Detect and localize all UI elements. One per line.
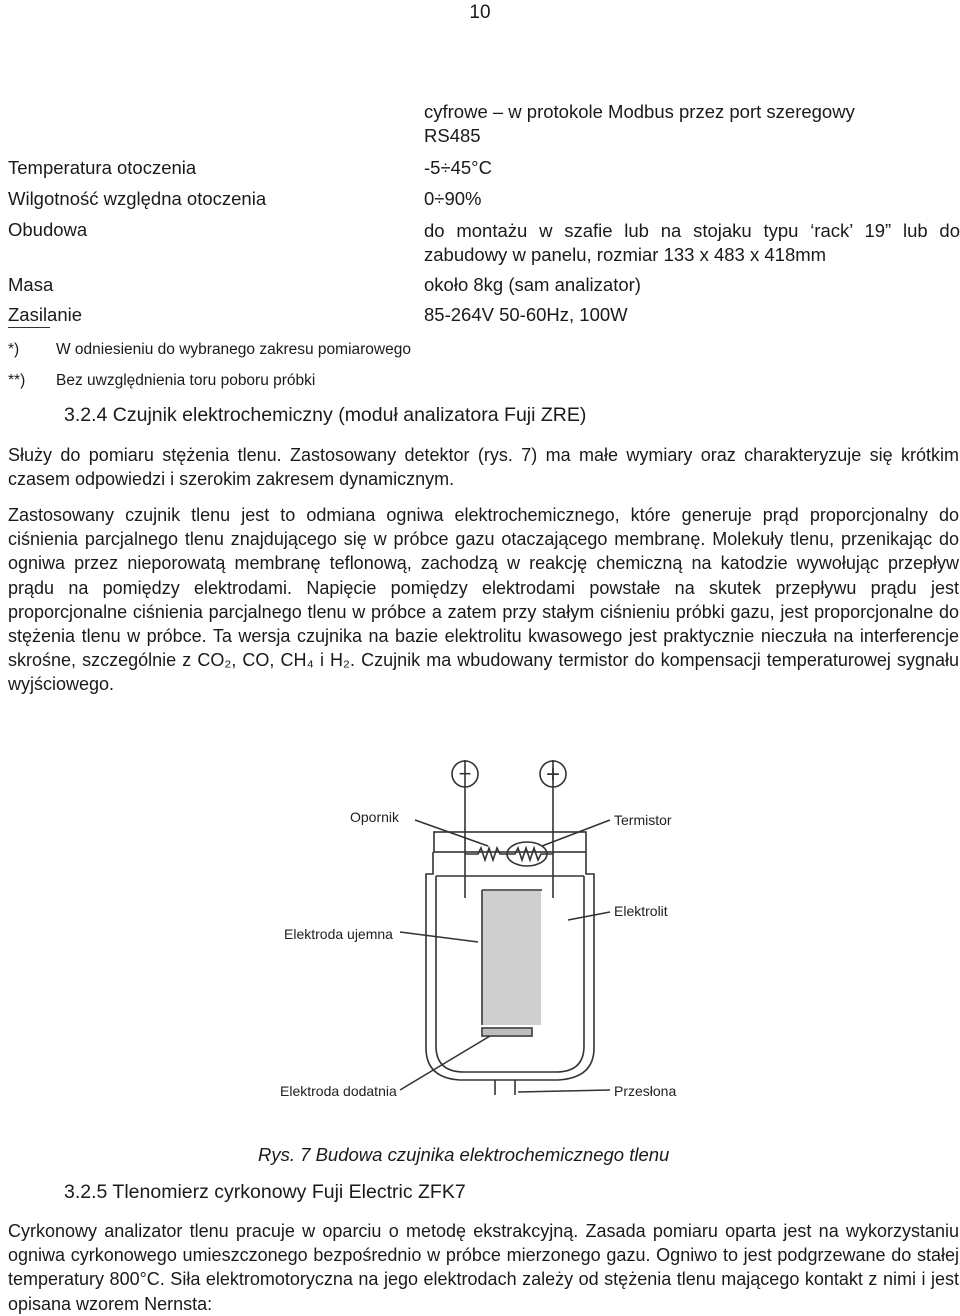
spec-label-power: Zasilanie — [8, 304, 83, 325]
plus-sign: + — [545, 761, 561, 788]
label-elektroda-ujemna: Elektroda ujemna — [284, 926, 393, 942]
negative-electrode — [483, 891, 541, 1025]
footnote-mark: *) — [8, 341, 20, 358]
section-324-paragraph-1: Służy do pomiaru stężenia tlenu. Zastosowany detektor (rys. 7) ma małe wymiary oraz charakteryzuje się krótkim czasem odpowiedzi i szerokim zakresem dynamicznym. — [8, 445, 959, 490]
footnote-text: W odniesieniu do wybranego zakresu pomiarowego — [56, 341, 411, 358]
section-heading-325: 3.2.5 Tlenomierz cyrkonowy Fuji Electric ZFK7 — [64, 1181, 466, 1203]
spec-label-housing: Obudowa — [8, 219, 88, 240]
section-324-paragraph-2: Zastosowany czujnik tlenu jest to odmiana ogniwa elektrochemicznego, które generuje prąd proporcjonalny do ciśnienia parcjalnego tlenu znajdującego się w próbce gazu otaczającego membranę. Molekuły tlenu, przenikając do ogniwa przez nieporowatą membranę teflonową, zachodzą w reakcję chemiczną na katodzie wywołując przepływ prądu na pomiędzy elektrodami. Napięcie pomiędzy elektrodami powstałe na skutek przepływu prądu jest proporcjonalne ciśnienia parcjalnego tlenu w próbce a zatem przy stałym ciśnieniu próbki gazu, jest proporcjonalne do stężenia tlenu w próbce. Ta wersja czujnika na bazie elektrolitu kwasowego jest praktycznie nieczuła na interferencje skrośne, szczególnie z CO₂, CO, CH₄ i H₂. Czujnik ma wbudowany termistor do kompensacji temperaturowej sygnału wyjściowego. — [8, 505, 959, 695]
spec-value-temperature: -5÷45°C — [424, 157, 492, 178]
spec-label-temperature: Temperatura otoczenia — [8, 157, 197, 178]
figure-caption: Rys. 7 Budowa czujnika elektrochemicznego tlenu — [258, 1144, 670, 1165]
label-termistor: Termistor — [614, 812, 672, 828]
label-przeslona: Przesłona — [614, 1083, 677, 1099]
spec-value-power: 85-264V 50-60Hz, 100W — [424, 304, 628, 325]
section-heading-324: 3.2.4 Czujnik elektrochemiczny (moduł analizatora Fuji ZRE) — [64, 404, 587, 426]
footnote-rule — [8, 327, 50, 328]
footnote-text: Bez uwzględnienia toru poboru próbki — [56, 372, 316, 389]
label-elektroda-dodatnia: Elektroda dodatnia — [280, 1083, 397, 1099]
spec-value-housing: do montażu w szafie lub na stojaku typu ‘rack’ 19” lub do zabudowy w panelu, rozmiar 133 x 483 x 418mm — [424, 220, 960, 265]
sensor-diagram — [250, 750, 710, 1110]
label-opornik: Opornik — [350, 809, 400, 825]
spec-value-humidity: 0÷90% — [424, 188, 482, 209]
spec-value-mass: około 8kg (sam analizator) — [424, 274, 641, 295]
output-spec-value: cyfrowe – w protokole Modbus przez port szeregowy RS485 — [424, 101, 855, 146]
section-325-paragraph: Cyrkonowy analizator tlenu pracuje w oparciu o metodę ekstrakcyjną. Zasada pomiaru oparta jest na wykorzystaniu ogniwa cyrkonowego umieszczonego bezpośrednio w próbce mierzonego gazu. Ogniwo to jest podgrzewane do stałej temperatury 800°C. Siła elektromotoryczna na jego elektrodach zależy od stężenia tlenu mającego kontakt z nimi i jest opisana wzorem Nernsta: — [8, 1221, 959, 1314]
page-number: 10 — [469, 2, 491, 23]
label-elektrolit: Elektrolit — [614, 903, 668, 919]
spec-label-humidity: Wilgotność względna otoczenia — [8, 188, 267, 209]
spec-label-mass: Masa — [8, 274, 54, 295]
footnote-mark: **) — [8, 372, 26, 389]
resistor-icon — [465, 848, 508, 860]
minus-sign: − — [458, 761, 472, 786]
